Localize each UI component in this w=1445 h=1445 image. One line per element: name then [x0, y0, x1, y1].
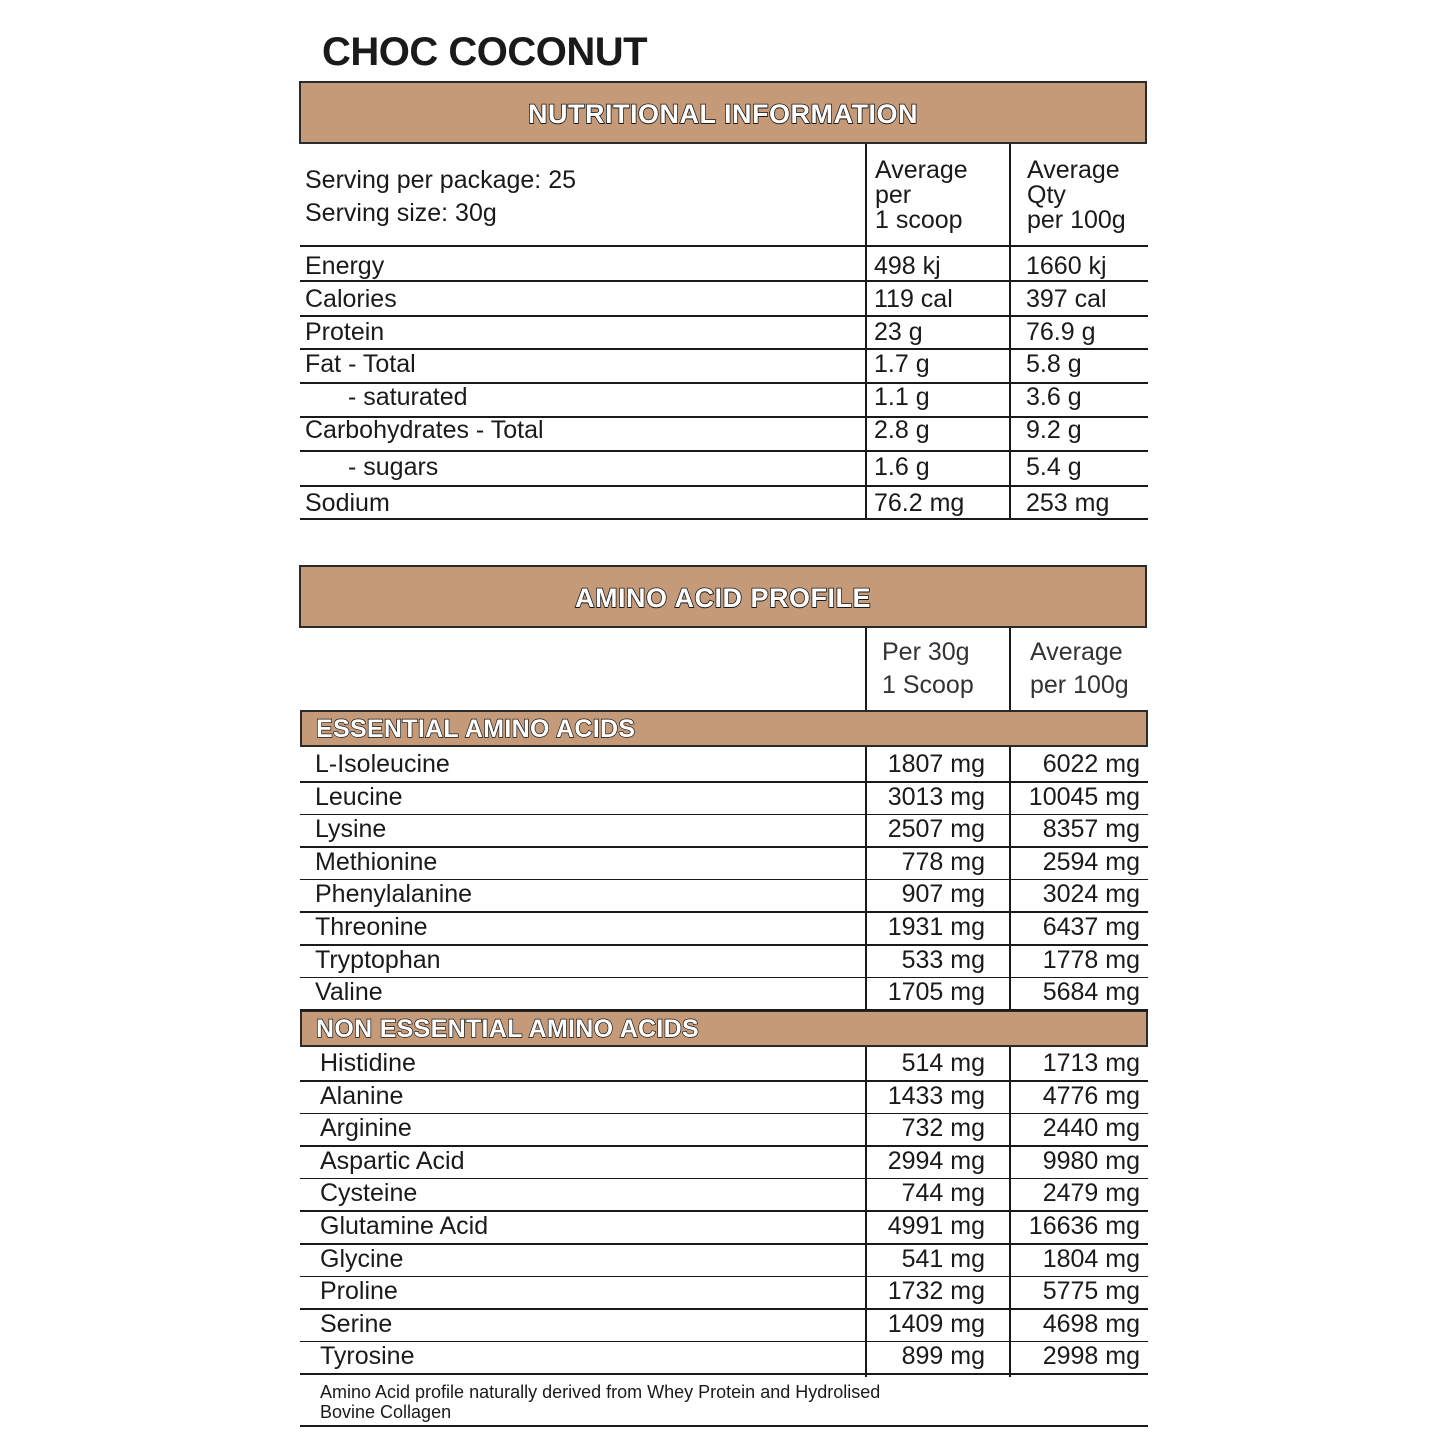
non-essential-row-label: Histidine: [320, 1049, 416, 1077]
non-essential-row-label: Alanine: [320, 1081, 404, 1110]
nutrition-row-rule: [300, 450, 1148, 452]
non-essential-row-per-100g: 16636 mg: [1028, 1212, 1140, 1240]
essential-row-per-scoop: 533 mg: [901, 945, 985, 974]
nutrition-per-100g-cell: 397 cal: [1026, 285, 1107, 313]
non-essential-row-per-scoop: 732 mg: [901, 1114, 985, 1143]
nutrition-per-100g-cell: 76.9 g: [1026, 318, 1096, 346]
essential-row-label: Threonine: [315, 913, 428, 941]
nutrition-label-cell: - saturated: [348, 383, 468, 411]
non-essential-row-rule: [300, 1178, 1148, 1180]
essential-row-label: Valine: [315, 978, 383, 1007]
non-essential-row-per-scoop: 1732 mg: [887, 1277, 985, 1306]
non-essential-amino-acids-header: NON ESSENTIAL AMINO ACIDS: [300, 1010, 1148, 1047]
non-essential-row-per-scoop: 514 mg: [901, 1049, 985, 1077]
non-essential-row-per-100g: 5775 mg: [1042, 1277, 1140, 1306]
nutrition-row-rule: [300, 315, 1148, 317]
nutrition-label-cell: - sugars: [348, 453, 439, 481]
footnote-rule: [300, 1425, 1148, 1427]
essential-row-per-scoop: 778 mg: [901, 847, 985, 876]
nutrition-header-rule: [300, 245, 1148, 247]
nutrition-per-100g-cell: 1660 kj: [1026, 252, 1107, 280]
non-essential-row-rule: [300, 1276, 1148, 1278]
essential-row-per-100g: 5684 mg: [1042, 978, 1140, 1007]
nutrition-label-cell: Protein: [305, 318, 385, 346]
nutrition-row-rule: [300, 518, 1148, 520]
non-essential-row-rule: [300, 1113, 1148, 1115]
essential-row-label: Methionine: [315, 847, 438, 876]
serving-per-package: Serving per package: 25: [305, 166, 577, 194]
non-essential-row-per-100g: 2479 mg: [1042, 1179, 1140, 1208]
essential-row-per-scoop: 1705 mg: [887, 978, 985, 1007]
non-essential-row-label: Aspartic Acid: [320, 1146, 465, 1175]
nutrition-per-scoop-cell: 119 cal: [874, 285, 953, 313]
nutrition-per-scoop-cell: 23 g: [874, 318, 923, 346]
nutrition-per-100g-cell: 9.2 g: [1026, 416, 1082, 444]
essential-row-rule: [300, 1009, 1148, 1011]
non-essential-row-per-scoop: 744 mg: [901, 1179, 985, 1208]
non-essential-row-rule: [300, 1308, 1148, 1310]
amino-footnote: Amino Acid profile naturally derived from Whey Protein and Hydrolised Bovine Collagen: [320, 1382, 881, 1422]
nutrition-per-100g-cell: 5.8 g: [1026, 350, 1082, 378]
non-essential-row-label: Arginine: [320, 1114, 412, 1143]
essential-amino-acids-header: ESSENTIAL AMINO ACIDS: [300, 710, 1148, 747]
nutrition-col1-header: Average per 1 scoop: [875, 156, 968, 234]
essential-row-rule: [300, 781, 1148, 783]
non-essential-row-per-100g: 4776 mg: [1042, 1081, 1140, 1110]
nutrition-per-scoop-cell: 76.2 mg: [874, 489, 965, 517]
non-essential-row-per-100g: 1713 mg: [1042, 1049, 1140, 1077]
non-essential-row-per-scoop: 899 mg: [901, 1342, 985, 1371]
non-essential-row-label: Serine: [320, 1309, 393, 1338]
nutrition-per-scoop-cell: 2.8 g: [874, 416, 930, 444]
non-essential-row-per-scoop: 1409 mg: [887, 1309, 985, 1338]
essential-row-rule: [300, 977, 1148, 979]
non-essential-row-per-100g: 1804 mg: [1042, 1244, 1140, 1273]
nutrition-row-rule: [300, 485, 1148, 487]
nutrition-per-scoop-cell: 1.6 g: [874, 453, 930, 481]
essential-row-label: Tryptophan: [315, 945, 441, 974]
non-essential-row-per-100g: 4698 mg: [1042, 1309, 1140, 1338]
non-essential-row-per-100g: 2440 mg: [1042, 1114, 1140, 1143]
nutrition-label-cell: Sodium: [305, 489, 390, 517]
nutrition-per-scoop-cell: 1.7 g: [874, 350, 930, 378]
essential-row-per-100g: 2594 mg: [1042, 847, 1140, 876]
nutrition-divider-2: [1009, 144, 1011, 519]
essential-row-per-scoop: 907 mg: [901, 880, 985, 909]
non-essential-row-label: Glutamine Acid: [320, 1212, 489, 1240]
essential-row-label: L-Isoleucine: [315, 750, 450, 778]
nutrition-row-rule: [300, 348, 1148, 350]
nutrition-per-scoop-cell: 498 kj: [874, 252, 941, 280]
essential-row-per-scoop: 2507 mg: [887, 815, 985, 844]
amino-col1-header: Per 30g 1 Scoop: [882, 638, 974, 699]
nutrition-label-cell: Carbohydrates - Total: [305, 416, 544, 444]
non-essential-row-label: Tyrosine: [320, 1342, 415, 1371]
non-essential-row-rule: [300, 1373, 1148, 1375]
essential-row-per-100g: 6437 mg: [1042, 913, 1140, 941]
essential-row-label: Leucine: [315, 782, 403, 811]
nutrition-label-cell: Calories: [305, 285, 397, 313]
nutrition-label-cell: Fat - Total: [305, 350, 416, 378]
essential-row-per-100g: 1778 mg: [1042, 945, 1140, 974]
essential-row-per-100g: 3024 mg: [1042, 880, 1140, 909]
nutrition-per-100g-cell: 253 mg: [1026, 489, 1110, 517]
nutrition-per-scoop-cell: 1.1 g: [874, 383, 930, 411]
nutrition-per-100g-cell: 5.4 g: [1026, 453, 1082, 481]
essential-row-per-100g: 8357 mg: [1042, 815, 1140, 844]
essential-row-per-scoop: 3013 mg: [887, 782, 985, 811]
nutrition-per-100g-cell: 3.6 g: [1026, 383, 1082, 411]
amino-acid-profile-banner: AMINO ACID PROFILE: [299, 565, 1147, 628]
non-essential-row-label: Proline: [320, 1277, 398, 1306]
non-essential-row-rule: [300, 1080, 1148, 1082]
nutrition-divider-1: [865, 144, 867, 519]
essential-row-per-100g: 10045 mg: [1028, 782, 1140, 811]
essential-row-label: Phenylalanine: [315, 880, 473, 909]
non-essential-row-rule: [300, 1243, 1148, 1245]
amino-col2-header: Average per 100g: [1030, 638, 1129, 699]
non-essential-row-per-scoop: 1433 mg: [887, 1081, 985, 1110]
essential-row-per-scoop: 1807 mg: [887, 750, 985, 778]
non-essential-row-per-scoop: 2994 mg: [887, 1146, 985, 1175]
non-essential-row-label: Cysteine: [320, 1179, 418, 1208]
nutrition-col2-header: Average Qty per 100g: [1027, 156, 1126, 234]
nutritional-information-banner: NUTRITIONAL INFORMATION: [299, 81, 1147, 144]
non-essential-row-rule: [300, 1341, 1148, 1343]
essential-row-per-scoop: 1931 mg: [887, 913, 985, 941]
non-essential-row-per-100g: 9980 mg: [1042, 1146, 1140, 1175]
essential-row-per-100g: 6022 mg: [1042, 750, 1140, 778]
essential-row-rule: [300, 814, 1148, 816]
product-title: CHOC COCONUT: [322, 30, 648, 74]
nutrition-row-rule: [300, 280, 1148, 282]
serving-size: Serving size: 30g: [305, 199, 497, 227]
nutrition-label-cell: Energy: [305, 252, 385, 280]
non-essential-row-per-scoop: 541 mg: [901, 1244, 985, 1273]
non-essential-row-per-100g: 2998 mg: [1042, 1342, 1140, 1371]
non-essential-row-label: Glycine: [320, 1244, 404, 1273]
essential-row-label: Lysine: [315, 815, 387, 844]
non-essential-row-per-scoop: 4991 mg: [887, 1212, 985, 1240]
